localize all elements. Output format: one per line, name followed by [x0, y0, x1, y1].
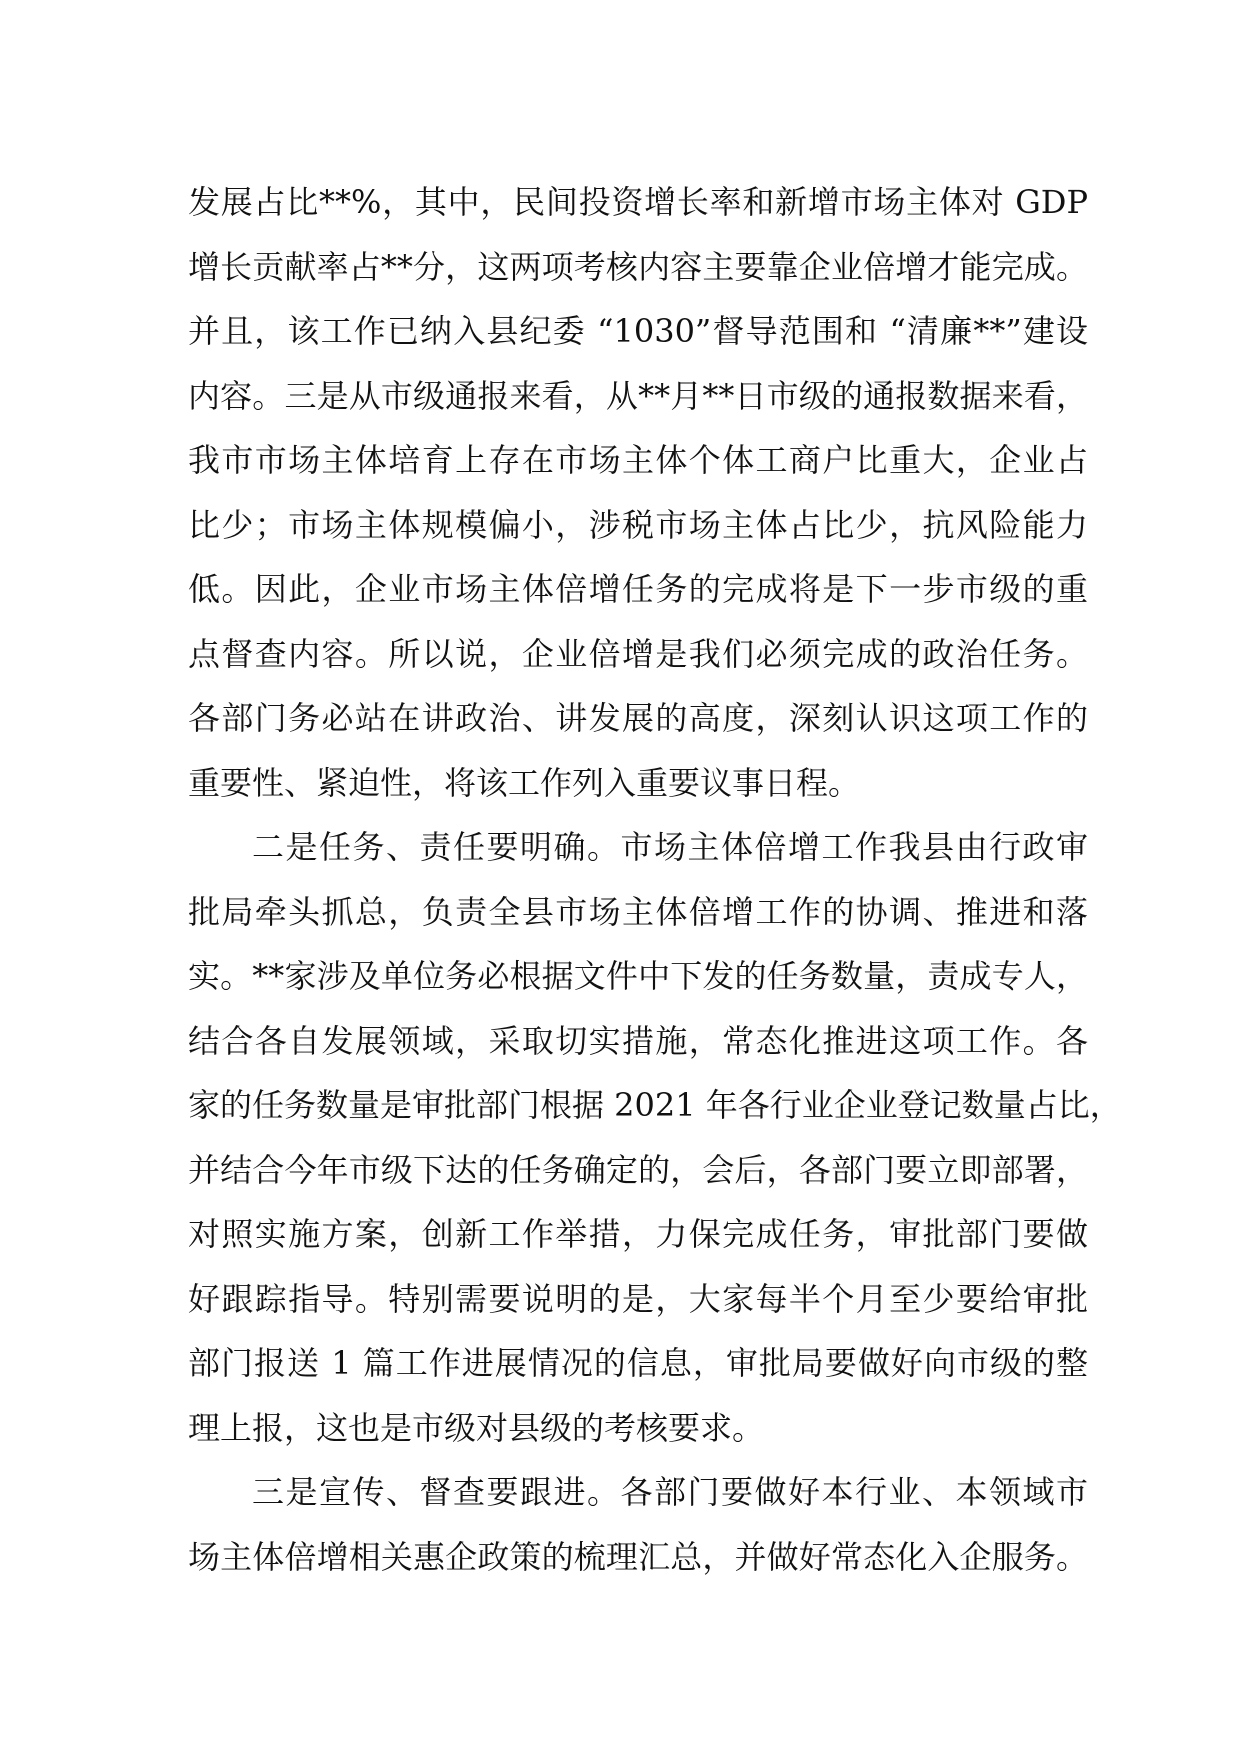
- text-line: 内容。三是从市级通报来看，从**月**日市级的通报数据来看，: [188, 376, 1088, 415]
- text-line: 点督查内容。所以说，企业倍增是我们必须完成的政治任务。: [188, 634, 1088, 673]
- paragraph-first-line: 三是宣传、督查要跟进。各部门要做好本行业、本领域市: [252, 1473, 1088, 1511]
- text-line: 部门报送 1 篇工作进展情况的信息，审批局要做好向市级的整: [188, 1344, 1088, 1382]
- text-line: 家的任务数量是审批部门根据 2021 年各行业企业登记数量占比，: [188, 1086, 1122, 1124]
- text-line: 并且，该工作已纳入县纪委 “1030”督导范围和 “清廉**”建设: [188, 312, 1088, 350]
- document-body: [188, 170, 1122, 1589]
- text-line: 批局牵头抓总，负责全县市场主体倍增工作的协调、推进和落: [188, 892, 1088, 931]
- text-line: 场主体倍增相关惠企政策的梳理汇总，并做好常态化入企服务。: [188, 1537, 1088, 1576]
- text-line: 低。因此，企业市场主体倍增任务的完成将是下一步市级的重: [188, 570, 1088, 608]
- text-line: 结合各自发展领域，采取切实措施，常态化推进这项工作。各: [188, 1021, 1088, 1060]
- text-line: 发展占比**%，其中，民间投资增长率和新增市场主体对 GDP: [188, 183, 1088, 221]
- text-line: 各部门务必站在讲政治、讲发展的高度，深刻认识这项工作的: [188, 699, 1088, 737]
- text-line: 并结合今年市级下达的任务确定的，会后，各部门要立即部署，: [188, 1150, 1088, 1189]
- text-line: 比少；市场主体规模偏小，涉税市场主体占比少，抗风险能力: [188, 505, 1088, 544]
- text-line: 我市市场主体培育上存在市场主体个体工商户比重大，企业占: [188, 441, 1088, 479]
- text-line: 好跟踪指导。特别需要说明的是，大家每半个月至少要给审批: [188, 1279, 1088, 1318]
- text-line: 重要性、紧迫性，将该工作列入重要议事日程。: [188, 763, 861, 802]
- paragraph-first-line: 二是任务、责任要明确。市场主体倍增工作我县由行政审: [252, 828, 1088, 866]
- text-line: 实。**家涉及单位务必根据文件中下发的任务数量，责成专人，: [188, 957, 1088, 995]
- text-line: 增长贡献率占**分，这两项考核内容主要靠企业倍增才能完成。: [188, 247, 1088, 286]
- text-line: 对照实施方案，创新工作举措，力保完成任务，审批部门要做: [188, 1215, 1088, 1253]
- text-line: 理上报，这也是市级对县级的考核要求。: [188, 1408, 765, 1447]
